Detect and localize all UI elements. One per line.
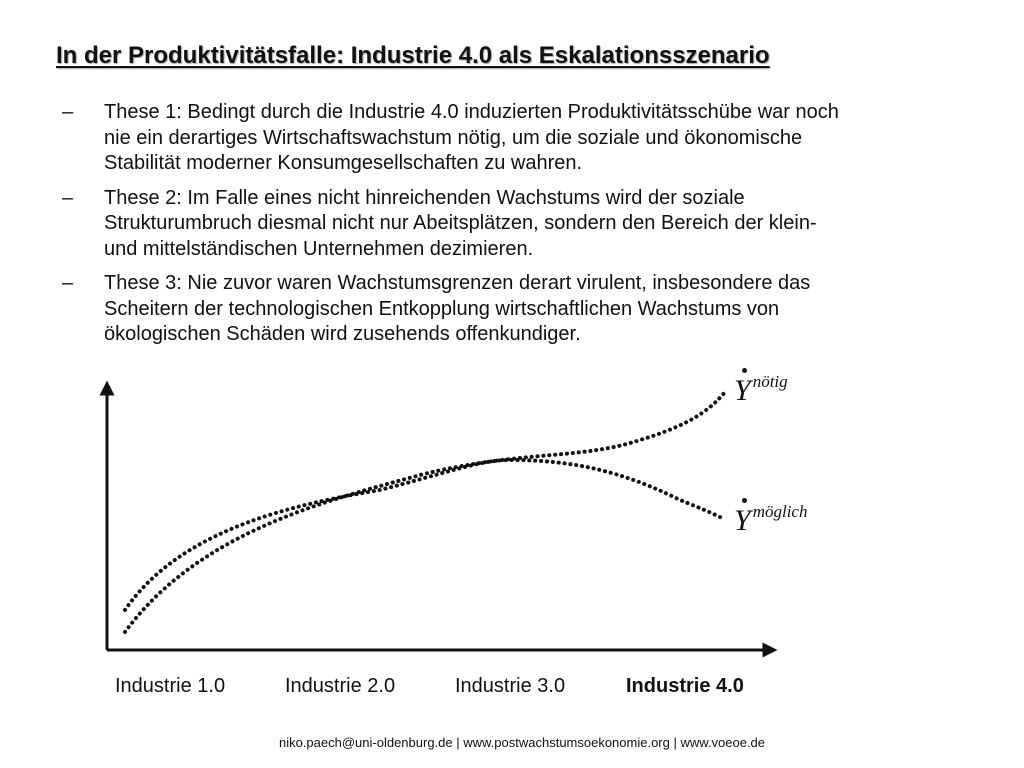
thesis-line: These 3: Nie zuvor waren Wachstumsgrenzen derart virulent, insbesondere das xyxy=(104,272,811,294)
bullet-dash: – xyxy=(62,101,74,123)
thesis-line: These 1: Bedingt durch die Industrie 4.0 induzierten Produktivitätsschübe war noch xyxy=(104,101,839,123)
label-y-noetig xyxy=(734,374,788,408)
curve-moeglich xyxy=(125,460,722,610)
thesis-2 xyxy=(62,186,962,263)
growth-symbol: Y xyxy=(734,504,751,537)
x-label-industrie-4: Industrie 4.0 xyxy=(626,675,744,697)
growth-diagram xyxy=(0,370,1024,670)
thesis-line: ökologischen Schäden wird zusehends offenkundiger. xyxy=(104,323,581,345)
x-label-industrie-3: Industrie 3.0 xyxy=(455,675,566,697)
thesis-line: These 2: Im Falle eines nicht hinreichenden Wachstums wird der soziale xyxy=(104,186,745,209)
thesis-line: Stabilität moderner Konsumgesellschaften zu wahren. xyxy=(104,152,583,174)
theses-list xyxy=(62,100,962,357)
thesis-1 xyxy=(62,100,962,177)
label-noetig-superscript: nötig xyxy=(752,372,788,391)
label-y-moeglich xyxy=(734,504,807,538)
x-label-industrie-2: Industrie 2.0 xyxy=(285,675,396,697)
thesis-3 xyxy=(62,271,962,348)
thesis-line: Scheitern der technologischen Entkopplung wirtschaftlichen Wachstums von xyxy=(104,297,780,320)
thesis-line: nie ein derartiges Wirtschaftswachstum nötig, um die soziale und ökonomische xyxy=(104,126,803,149)
derivative-dot-icon xyxy=(742,498,747,503)
footer-contacts: niko.paech@uni-oldenburg.de | www.postwachstumsoekonomie.org | www.voeoe.de xyxy=(278,735,766,750)
x-label-industrie-1: Industrie 1.0 xyxy=(115,675,226,697)
bullet-dash: – xyxy=(62,186,74,209)
thesis-line: und mittelständischen Unternehmen dezimieren. xyxy=(104,237,534,260)
thesis-line: Strukturumbruch diesmal nicht nur Abeitsplätzen, sondern den Bereich der klein- xyxy=(104,212,817,234)
growth-symbol: Y xyxy=(734,374,751,407)
bullet-dash: – xyxy=(62,272,74,294)
derivative-dot-icon xyxy=(742,368,747,373)
slide-title: In der Produktivitätsfalle: Industrie 4.0 als Eskalationsszenario xyxy=(56,42,770,69)
curve-noetig xyxy=(125,392,725,632)
label-moeglich-superscript: möglich xyxy=(752,502,808,521)
